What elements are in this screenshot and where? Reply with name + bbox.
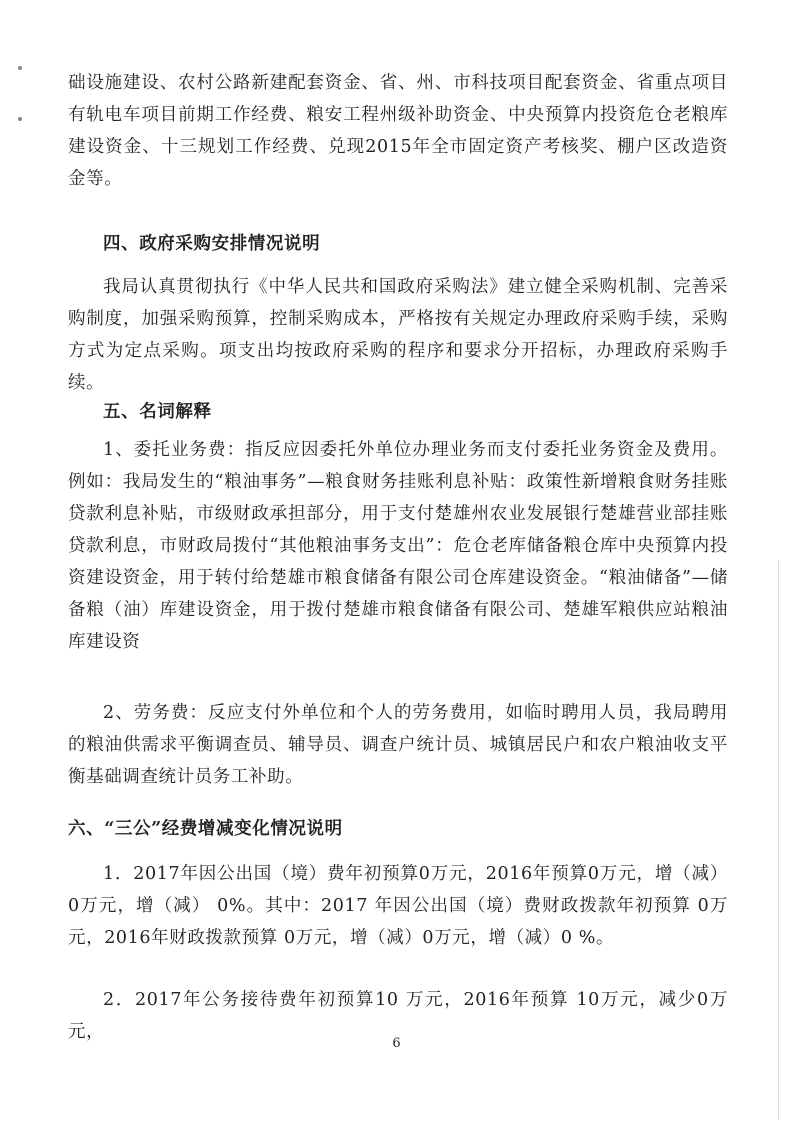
paragraph-procurement: 我局认真贯彻执行《中华人民共和国政府采购法》建立健全采购机制、完善采购制度，加强采购预算，控制采购成本，严格按有关规定办理政府采购手续，采购方式为定点采购。项支出均按政府采购的程序和要求分开招标，办理政府采购手续。 bbox=[68, 277, 728, 393]
margin-dot bbox=[18, 66, 22, 70]
heading-glossary: 五、名词解释 bbox=[103, 402, 212, 422]
paragraph-overseas-travel: 1．2017年因公出国（境）费年初预算0万元，2016年预算0万元，增（减）0万元，增（减） 0%。其中：2017 年因公出国（境）费财政拨款年初预算 0万元，2016年财政拨款预算 0万元，增（减）0万元，增（减）0 %。 bbox=[68, 864, 728, 948]
paragraph-entrusted-fees: 1、委托业务费：指反应因委托外单位办理业务而支付委托业务资金及费用。例如：我局发生的“粮油事务”—粮食财务挂账利息补贴：政策性新增粮食财务挂账贷款利息补贴，市级财政承担部分，用于支付楚雄州农业发展银行楚雄营业部挂账贷款利息，市财政局拨付“其他粮油事务支出”：危仓老库储备粮仓库中央预算内投资建设资金，用于转付给楚雄市粮食储备有限公司仓库建设资金。“粮油储备”—储备粮（油）库建设资金，用于拨付楚雄市粮食储备有限公司、楚雄军粮供应站粮油库建设资 bbox=[68, 440, 728, 652]
heading-three-public-expenses: 六、“三公”经费增减变化情况说明 bbox=[68, 819, 343, 839]
paragraph-infrastructure: 础设施建设、农村公路新建配套资金、省、州、市科技项目配套资金、省重点项目有轨电车项目前期工作经费、粮安工程州级补助资金、中央预算内投资危仓老粮库建设资金、十三规划工作经费、兑现2015年全市固定资产考核奖、棚户区改造资金等。 bbox=[68, 73, 728, 189]
paragraph-labor-fees: 2、劳务费：反应支付外单位和个人的劳务费用，如临时聘用人员，我局聘用的粮油供需求平衡调查员、辅导员、调查户统计员、城镇居民户和农户粮油收支平衡基础调查统计员务工补助。 bbox=[68, 703, 728, 787]
page-number: 6 bbox=[392, 1036, 401, 1051]
heading-procurement: 四、政府采购安排情况说明 bbox=[103, 234, 321, 254]
margin-dot bbox=[18, 117, 22, 121]
paragraph-reception-fees: 2．2017年公务接待费年初预算10 万元，2016年预算 10万元，减少0万元， bbox=[68, 990, 728, 1042]
